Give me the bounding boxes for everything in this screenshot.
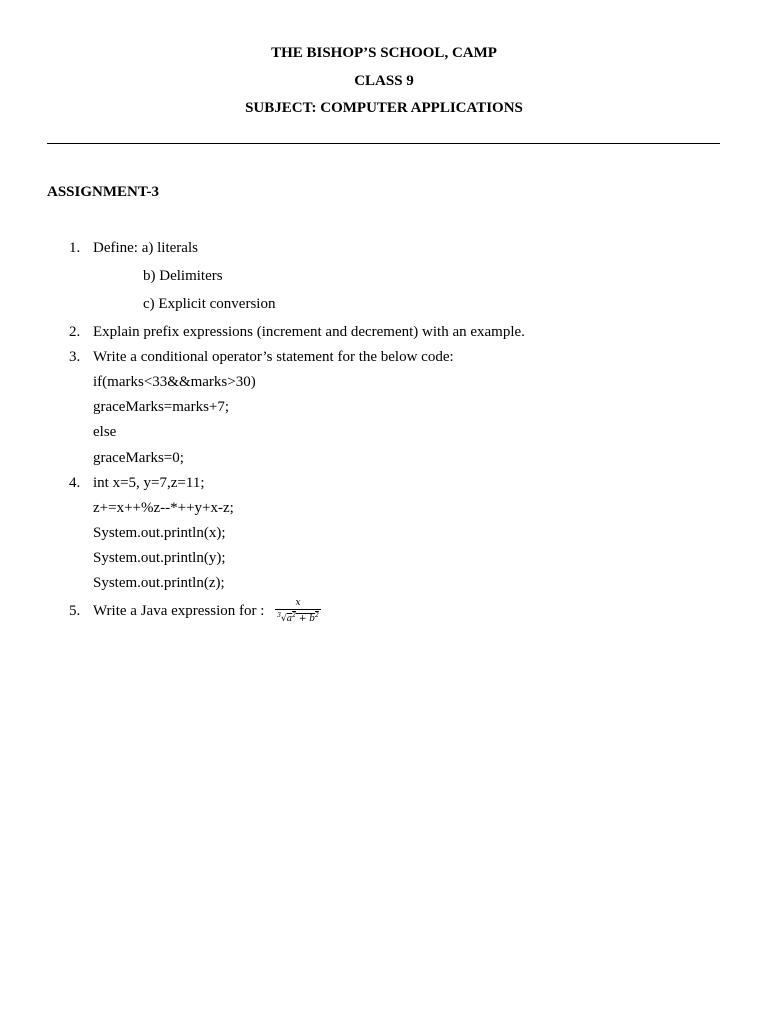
question-number: 5. bbox=[69, 603, 81, 619]
question-text: Write a conditional operator’s statement for the below code: bbox=[93, 349, 454, 365]
code-line: System.out.println(x); bbox=[93, 525, 226, 541]
question-number: 1. bbox=[69, 240, 81, 256]
code-line: System.out.println(z); bbox=[93, 575, 225, 591]
radicand-a: a bbox=[286, 614, 293, 624]
question-number: 3. bbox=[69, 349, 81, 365]
code-line: graceMarks=0; bbox=[93, 450, 184, 466]
school-name: THE BISHOP’S SCHOOL, CAMP bbox=[271, 45, 497, 61]
question-number: 2. bbox=[69, 324, 81, 340]
question-text: Define: a) literals bbox=[93, 240, 198, 256]
question-text: Explain prefix expressions (increment and decrement) with an example. bbox=[93, 324, 525, 340]
code-line: System.out.println(y); bbox=[93, 550, 226, 566]
code-line: int x=5, y=7,z=11; bbox=[93, 475, 205, 491]
class-heading: CLASS 9 bbox=[354, 73, 414, 89]
header-divider bbox=[47, 143, 720, 144]
code-line: z+=x++%z--*++y+x-z; bbox=[93, 500, 234, 516]
radicand-operator: + bbox=[298, 614, 307, 624]
code-line: if(marks<33&&marks>30) bbox=[93, 374, 256, 390]
question-number: 4. bbox=[69, 475, 81, 491]
radical-icon: √ bbox=[280, 614, 287, 624]
question-subitem: c) Explicit conversion bbox=[143, 296, 276, 312]
code-line: graceMarks=marks+7; bbox=[93, 399, 230, 415]
code-line: else bbox=[93, 424, 117, 440]
exponent-b: 2 bbox=[315, 612, 319, 619]
formula-numerator: x bbox=[295, 598, 301, 608]
question-subitem: b) Delimiters bbox=[143, 268, 223, 284]
formula-denominator bbox=[274, 610, 322, 625]
exponent-a: 2 bbox=[292, 612, 296, 619]
math-formula bbox=[274, 598, 322, 625]
question-text: Write a Java expression for : bbox=[93, 603, 265, 619]
subject-heading: SUBJECT: COMPUTER APPLICATIONS bbox=[245, 100, 523, 116]
assignment-title: ASSIGNMENT-3 bbox=[47, 184, 159, 200]
root-index: 3 bbox=[277, 612, 281, 619]
radicand-b: b bbox=[309, 614, 315, 624]
